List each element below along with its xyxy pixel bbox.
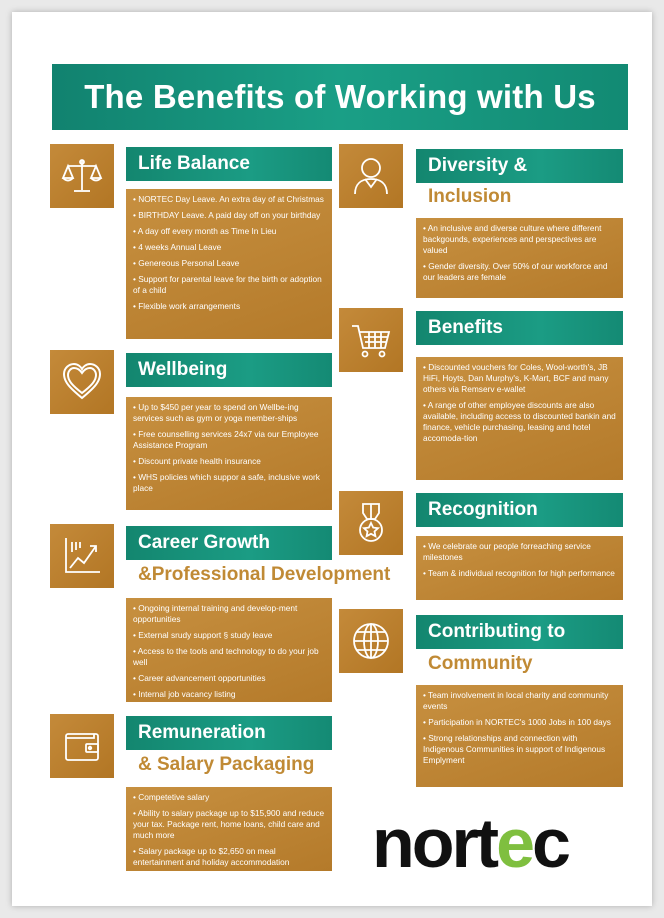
diversity-card	[416, 218, 623, 298]
community-card	[416, 685, 623, 787]
growth-chart-icon	[60, 534, 104, 578]
list-item: • Up to $450 per year to spend on Wellbe-ing services such as gym or yoga member-ships	[133, 402, 299, 423]
medal-icon	[349, 501, 393, 545]
scales-icon	[60, 154, 104, 198]
life-balance-icon-box	[50, 144, 114, 208]
globe-icon	[349, 619, 393, 663]
list-item: • Career advancement opportunities	[133, 673, 266, 683]
list-item: • Discount private health insurance	[133, 456, 261, 466]
list-item: • Support for parental leave for the birth or adoption of a child	[133, 274, 322, 295]
poster	[12, 12, 652, 906]
diversity-subheading: Inclusion	[428, 186, 512, 207]
list-item: • Team involvement in local charity and community events	[423, 690, 609, 711]
community-icon-box	[339, 609, 403, 673]
list-item: • Free counselling services 24x7 via our Employee Assistance Program	[133, 429, 319, 450]
life-balance-card	[126, 189, 332, 339]
list-item: • An inclusive and diverse culture where different backgounds, experiences and perspectives are valued	[423, 223, 602, 255]
recognition-heading: Recognition	[416, 493, 623, 527]
list-item: • A range of other employee discounts are also available, including access to discounted bankin and finance, vehicle purchasing, leasing and hotel accomoda-tion	[423, 400, 616, 443]
benefits-heading: Benefits	[416, 311, 623, 345]
benefits-icon-box	[339, 308, 403, 372]
community-heading: Contributing to	[416, 615, 623, 649]
person-icon	[349, 154, 393, 198]
wellbeing-heading: Wellbeing	[126, 353, 332, 387]
list-item: • NORTEC Day Leave. An extra day of at Christmas	[133, 194, 324, 204]
benefits-card	[416, 357, 623, 480]
list-item: • Competetive salary	[133, 792, 210, 802]
nortec-logo	[372, 804, 608, 882]
career-card	[126, 598, 332, 702]
list-item: • We celebrate our people forreaching service milestones	[423, 541, 591, 562]
list-item: • Ongoing internal training and develop-ment opportunities	[133, 603, 298, 624]
recognition-card	[416, 536, 623, 600]
community-subheading: Community	[428, 653, 533, 674]
list-item: • Salary package up to $2,650 on meal entertainment and holiday accommodation	[133, 846, 290, 867]
list-item: • Strong relationships and connection with Indigenous Communities in support of Indigenous Emplyment	[423, 733, 606, 765]
list-item: • Participation in NORTEC's 1000 Jobs in 100 days	[423, 717, 611, 727]
diversity-heading: Diversity &	[416, 149, 623, 183]
career-icon-box	[50, 524, 114, 588]
cart-icon	[349, 318, 393, 362]
list-item: • Gender diversity. Over 50% of our workforce and our leaders are female	[423, 261, 608, 282]
remuneration-subheading: & Salary Packaging	[138, 754, 315, 775]
list-item: • Team & individual recognition for high performance	[423, 568, 615, 578]
wallet-icon	[60, 724, 104, 768]
remuneration-icon-box	[50, 714, 114, 778]
list-item: • Internal job vacancy listing	[133, 689, 236, 699]
career-subheading: &Professional Development	[138, 564, 391, 585]
list-item: • External srudy support § study leave	[133, 630, 273, 640]
list-item: • Ability to salary package up to $15,900 and reduce your tax. Package rent, home loans, child care and much more	[133, 808, 325, 840]
page-title: The Benefits of Working with Us	[52, 64, 628, 130]
list-item: • Flexible work arrangements	[133, 301, 241, 311]
logo-text-part1: nort	[372, 804, 497, 882]
logo-text-part3: c	[532, 804, 568, 882]
list-item: • Discounted vouchers for Coles, Wool-worth's, JB HiFi, Hoyts, Dan Murphy's, K-Mart, BCF and many others via Remserv e-wallet	[423, 362, 609, 394]
career-heading: Career Growth	[126, 526, 332, 560]
remuneration-heading: Remuneration	[126, 716, 332, 750]
diversity-icon-box	[339, 144, 403, 208]
list-item: • 4 weeks Annual Leave	[133, 242, 222, 252]
logo-text-part2: e	[496, 804, 533, 882]
heart-icon	[60, 360, 104, 404]
wellbeing-card	[126, 397, 332, 510]
recognition-icon-box	[339, 491, 403, 555]
life-balance-heading: Life Balance	[126, 147, 332, 181]
list-item: • Genereous Personal Leave	[133, 258, 240, 268]
list-item: • WHS policies which suppor a safe, inclusive work place	[133, 472, 320, 493]
wellbeing-icon-box	[50, 350, 114, 414]
list-item: • A day off every month as Time In Lieu	[133, 226, 277, 236]
list-item: • Access to the tools and technology to do your job well	[133, 646, 319, 667]
list-item: • BIRTHDAY Leave. A paid day off on your birthday	[133, 210, 321, 220]
remuneration-card	[126, 787, 332, 871]
